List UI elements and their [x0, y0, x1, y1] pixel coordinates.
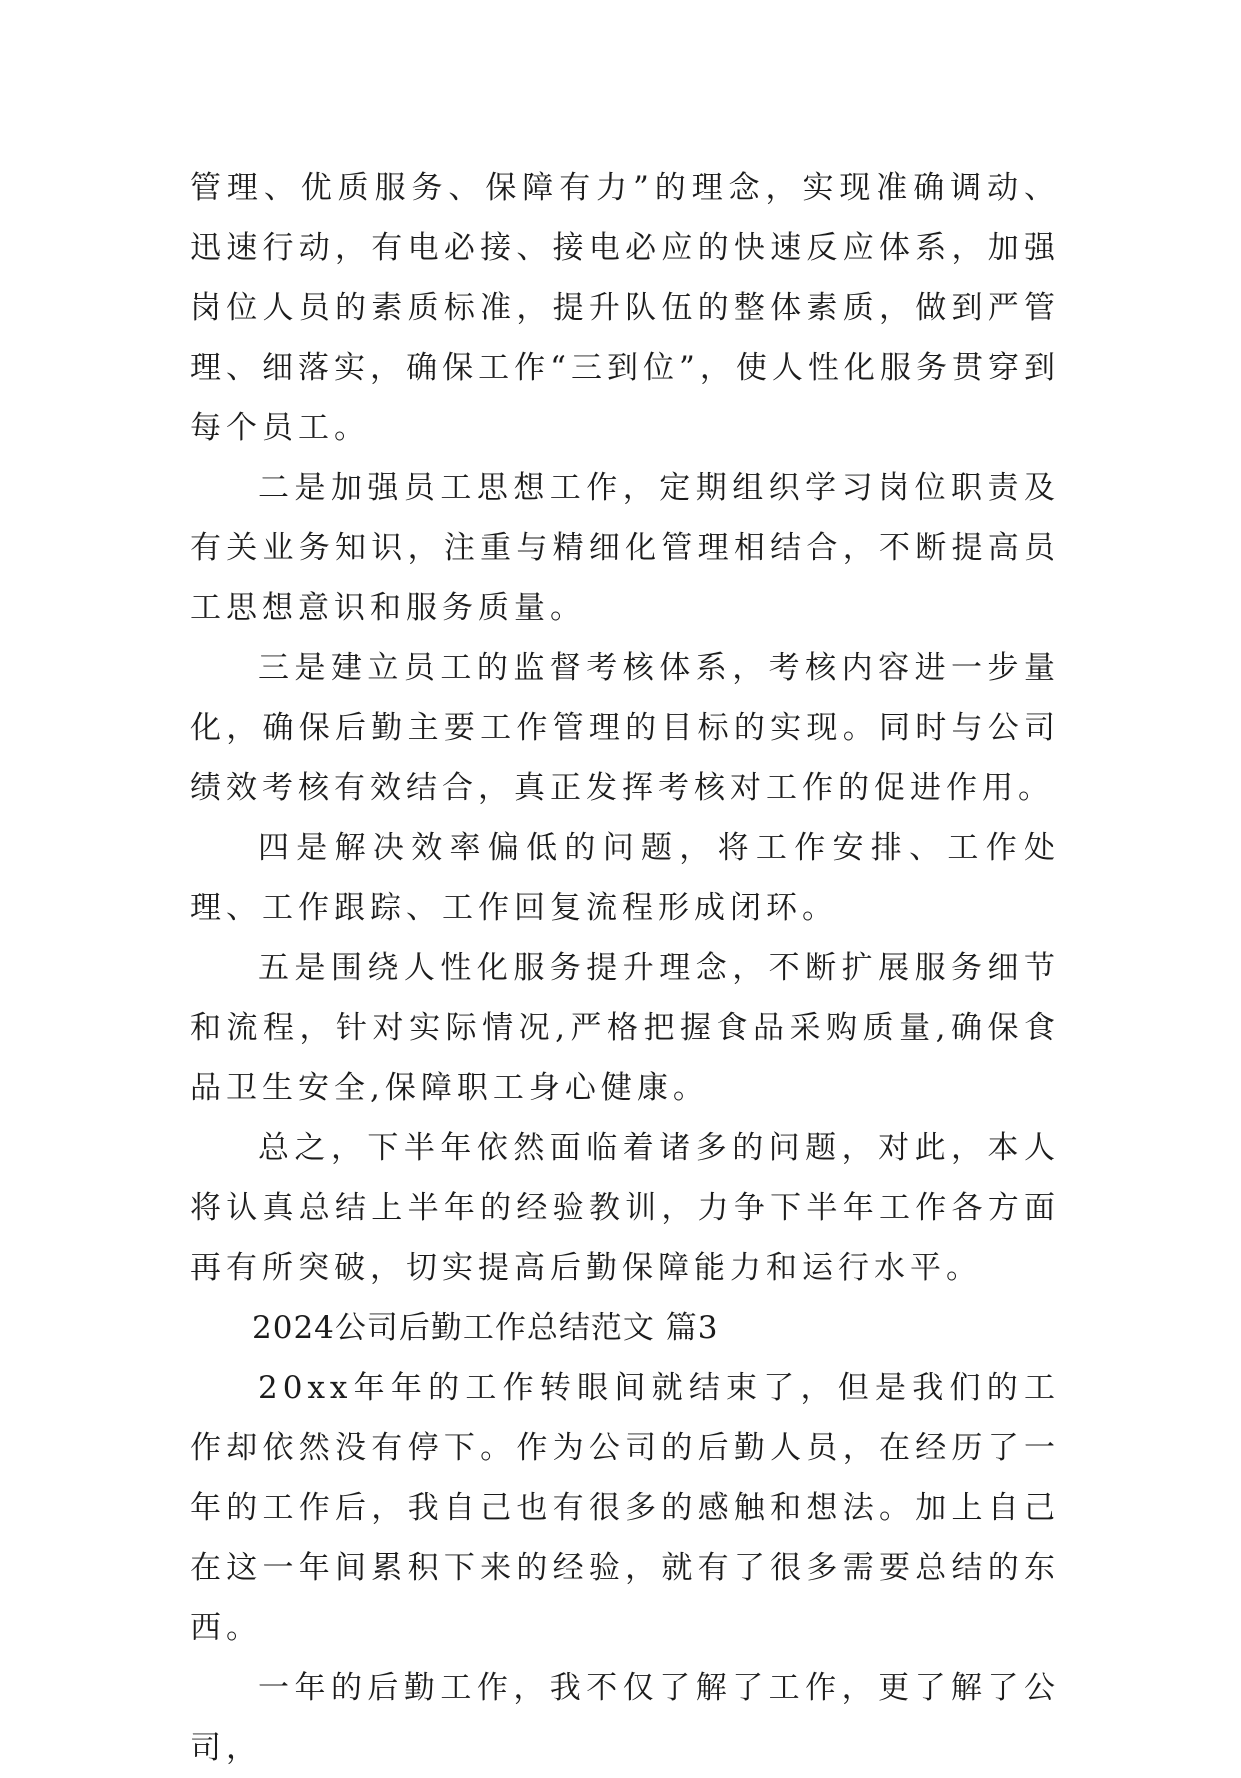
- paragraph-item-five: 五是围绕人性化服务提升理念，不断扩展服务细节和流程，针对实际情况,严格把握食品采购质量,确保食品卫生安全,保障职工身心健康。: [190, 950, 1060, 1106]
- paragraph-opening: 一年的后勤工作，我不仅了解了工作，更了解了公司，: [190, 1670, 1060, 1766]
- paragraph-conclusion: 总之，下半年依然面临着诸多的问题，对此，本人将认真总结上半年的经验教训，力争下半年工作各方面再有所突破，切实提高后勤保障能力和运行水平。: [190, 1130, 1060, 1286]
- paragraph-item-four: 四是解决效率偏低的问题，将工作安排、工作处理、工作跟踪、工作回复流程形成闭环。: [190, 830, 1060, 926]
- section-heading: 2024公司后勤工作总结范文 篇3: [252, 1310, 719, 1346]
- paragraph-item-two: 二是加强员工思想工作，定期组织学习岗位职责及有关业务知识，注重与精细化管理相结合，不断提高员工思想意识和服务质量。: [190, 470, 1060, 626]
- document-body: [190, 158, 1060, 1778]
- paragraph-intro: 20xx年年的工作转眼间就结束了，但是我们的工作却依然没有停下。作为公司的后勤人员，在经历了一年的工作后，我自己也有很多的感触和想法。加上自己在这一年间累积下来的经验，就有了很多需要总结的东西。: [190, 1370, 1060, 1646]
- paragraph-item-three: 三是建立员工的监督考核体系，考核内容进一步量化，确保后勤主要工作管理的目标的实现。同时与公司绩效考核有效结合，真正发挥考核对工作的促进作用。: [190, 650, 1060, 806]
- paragraph-continuation: 管理、优质服务、保障有力”的理念，实现准确调动、迅速行动，有电必接、接电必应的快速反应体系，加强岗位人员的素质标准，提升队伍的整体素质，做到严管理、细落实，确保工作“三到位”，使人性化服务贯穿到每个员工。: [190, 170, 1060, 446]
